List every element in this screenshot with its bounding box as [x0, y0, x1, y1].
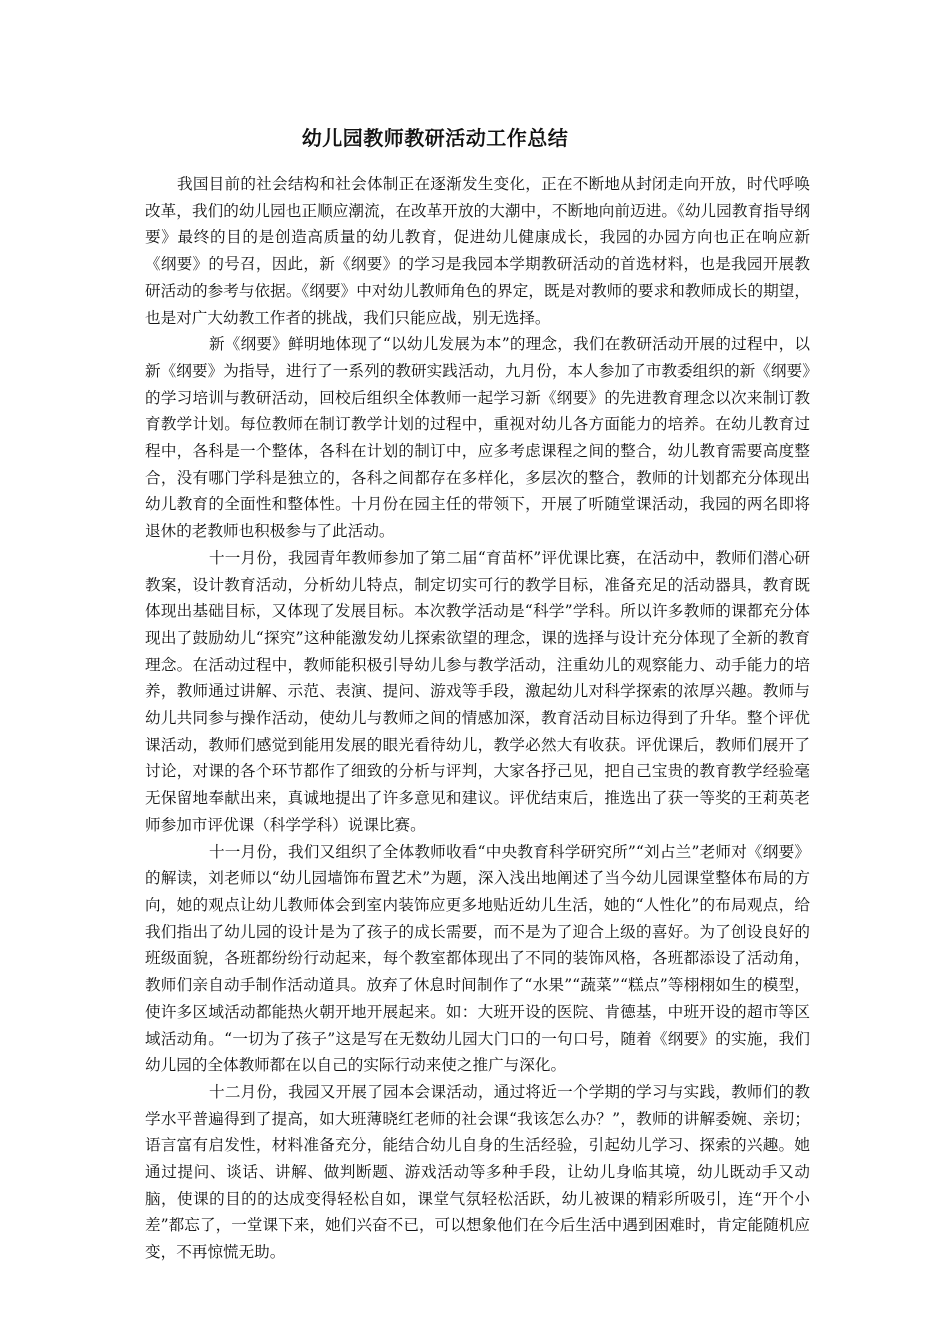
paragraph-november-lecture: 十一月份，我们又组织了全体教师收看“中央教育科学研究所”“刘占兰”老师对《纲要》的解读，刘老师以“幼儿园墙饰布置艺术”为题，深入浅出地阐述了当今幼儿园课堂整体布局的方向，她的观点让幼儿教师体会到室内装饰应更多地贴近幼儿生活，她的“人性化”的布局观点，给我们指出了幼儿园的设计是为了孩子的成长需要，而不是为了迎合上级的喜好。为了创设良好的班级面貌，各班都纷纷行动起来，每个教室都体现出了不同的装饰风格，各班都添设了活动角，教师们亲自动手制作活动道具。放弃了休息时间制作了“水果”“蔬菜”“糕点”等栩栩如生的模型，使许多区域活动都能热火朝开地开展起来。如：大班开设的医院、肯德基，中班开设的超市等区域活动角。“一切为了孩子”这是写在无数幼儿园大门口的一句口号，随着《纲要》的实施，我们幼儿园的全体教师都在以自己的实际行动来使之推广与深化。 — [145, 842, 810, 1075]
paragraph-november-contest: 十一月份，我园青年教师参加了第二届“育苗杯”评优课比赛，在活动中，教师们潜心研教案，设计教育活动，分析幼儿特点，制定切实可行的教学目标，准备充足的活动器具，教育既体现出基础目标，又体现了发展目标。本次教学活动是“科学”学科。所以许多教师的课都充分体现出了鼓励幼儿“探究”这种能激发幼儿探索欲望的理念，课的选择与设计充分体现了全新的教育理念。在活动过程中，教师能积极引导幼儿参与教学活动，注重幼儿的观察能力、动手能力的培养，教师通过讲解、示范、表演、提问、游戏等手段，激起幼儿对科学探索的浓厚兴趣。教师与幼儿共同参与操作活动，使幼儿与教师之间的情感加深，教育活动目标边得到了升华。整个评优课活动，教师们感觉到能用发展的眼光看待幼儿，教学必然大有收获。评优课后，教师们展开了讨论，对课的各个环节都作了细致的分析与评判，大家各抒己见，把自己宝贵的教育教学经验毫无保留地奉献出来，真诚地提出了许多意见和建议。评优结束后，推选出了获一等奖的王莉英老师参加市评优课（科学学科）说课比赛。 — [145, 548, 810, 834]
document-title: 幼儿园教师教研活动工作总结 — [301, 126, 569, 150]
paragraph-december: 十二月份，我园又开展了园本会课活动，通过将近一个学期的学习与实践，教师们的教学水平普遍得到了提高，如大班薄晓红老师的社会课“我该怎么办？”，教师的讲解委婉、亲切；语言富有启发性，材料准备充分，能结合幼儿自身的生活经验，引起幼儿学习、探索的兴趣。她通过提问、谈话、讲解、做判断题、游戏活动等多种手段，让幼儿身临其境，幼儿既动手又动脑，使课的目的的达成变得轻松自如，课堂气氛轻松活跃，幼儿被课的精彩所吸引，连“开个小差”都忘了，一堂课下来，她们兴奋不已，可以想象他们在今后生活中遇到困难时，肯定能随机应变，不再惊慌无助。 — [145, 1082, 810, 1262]
document-body — [145, 171, 810, 1266]
paragraph-intro: 我国目前的社会结构和社会体制正在逐渐发生变化，正在不断地从封闭走向开放，时代呼唤改革，我们的幼儿园也正顺应潮流，在改革开放的大潮中，不断地向前迈进。《幼儿园教育指导纲要》最终的目的是创造高质量的幼儿教育，促进幼儿健康成长，我园的办园方向也正在响应新《纲要》的号召，因此，新《纲要》的学习是我园本学期教研活动的首选材料，也是我园开展教研活动的参考与依据。《纲要》中对幼儿教师角色的界定，既是对教师的要求和教师成长的期望，也是对广大幼教工作者的挑战，我们只能应战，别无选择。 — [145, 175, 810, 327]
paragraph-september-october: 新《纲要》鲜明地体现了“以幼儿发展为本”的理念，我们在教研活动开展的过程中，以新《纲要》为指导，进行了一系列的教研实践活动，九月份，本人参加了市教委组织的新《纲要》的学习培训与教研活动，回校后组织全体教师一起学习新《纲要》的先进教育理念以次来制订教育教学计划。每位教师在制订教学计划的过程中，重视对幼儿各方面能力的培养。在幼儿教育过程中，各科是一个整体，各科在计划的制订中，应多考虑课程之间的整合，幼儿教育需要高度整合，没有哪门学科是独立的，各科之间都存在多样化，多层次的整合，教师的计划都充分体现出幼儿教育的全面性和整体性。十月份在园主任的带领下，开展了听随堂课活动，我园的两名即将退休的老教师也积极参与了此活动。 — [145, 335, 810, 541]
